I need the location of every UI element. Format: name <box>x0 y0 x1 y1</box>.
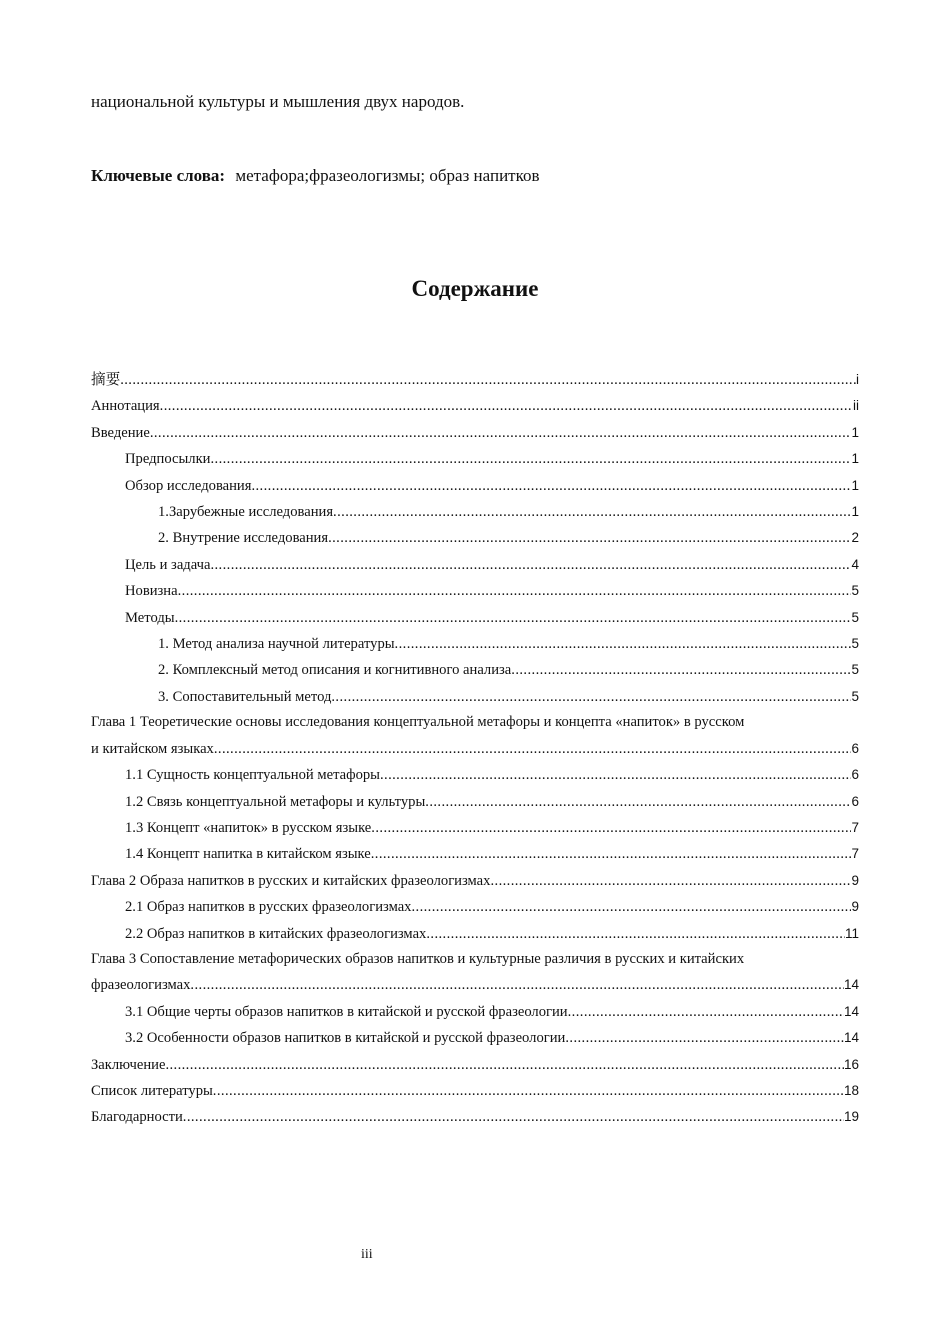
toc-entry[interactable] <box>91 1104 859 1130</box>
toc-chapter-heading-line <box>91 710 859 735</box>
toc-leader-dots <box>490 869 851 894</box>
toc-entry[interactable] <box>91 841 859 867</box>
toc-entry-label: 2. Комплексный метод описания и когнитивного анализа <box>158 662 512 679</box>
toc-entry[interactable] <box>91 921 859 947</box>
toc-entry-label: Цель и задача <box>125 556 211 573</box>
toc-entry-label: фразеологизмах <box>91 977 191 994</box>
toc-entry-page: 6 <box>851 793 859 809</box>
toc-entry[interactable] <box>91 605 859 631</box>
toc-entry[interactable] <box>91 1025 859 1051</box>
toc-entry-page: 6 <box>851 767 859 783</box>
toc-entry-label: Новизна <box>125 583 178 600</box>
intro-text: национальной культуры и мышления двух народов. <box>91 92 465 111</box>
toc-entry-page: 14 <box>843 1003 859 1019</box>
toc-entry-label: Введение <box>91 424 150 441</box>
toc-entry-page: ii <box>853 398 859 414</box>
toc-entry[interactable] <box>91 446 859 472</box>
toc-entry-label: 3.2 Особенности образов напитков в китайской и русской фразеологии <box>125 1030 566 1047</box>
toc-entry-page: 7 <box>851 846 859 862</box>
toc-entry[interactable] <box>91 578 859 604</box>
toc-entry-label: Глава 1 Теоретические основы исследования концептуальной метафоры и концепта «напиток» в русском <box>91 714 745 731</box>
toc-entry-label: Предпосылки <box>125 451 211 468</box>
toc-entry-label: Обзор исследования <box>125 477 252 494</box>
toc-entry[interactable] <box>91 868 859 894</box>
toc-leader-dots <box>213 1079 844 1104</box>
toc-entry-page: 1 <box>851 424 859 440</box>
toc-entry-page: 4 <box>851 556 859 572</box>
toc-entry[interactable] <box>91 420 859 446</box>
toc-entry-page: 6 <box>851 740 859 756</box>
table-of-contents <box>91 367 859 1131</box>
toc-entry-page: 1 <box>851 477 859 493</box>
toc-leader-dots <box>331 685 851 710</box>
keywords-value: метафора;фразеологизмы; образ напитков <box>235 166 540 185</box>
toc-entry-label: 1.Зарубежные исследования <box>158 504 334 521</box>
toc-entry-label: 2.2 Образ напитков в китайских фразеологизмах <box>125 925 427 942</box>
toc-leader-dots <box>165 1053 844 1078</box>
toc-leader-dots <box>425 790 851 815</box>
toc-entry[interactable] <box>91 736 859 762</box>
toc-entry[interactable] <box>91 657 859 683</box>
toc-entry-page: 5 <box>851 662 859 678</box>
toc-leader-dots <box>511 658 851 683</box>
toc-entry-label: и китайском языках <box>91 740 214 757</box>
toc-entry[interactable] <box>91 631 859 657</box>
toc-leader-dots <box>568 1000 844 1025</box>
toc-entry-page: 9 <box>851 872 859 888</box>
toc-entry-label: 2. Внутрение исследования <box>158 530 329 547</box>
toc-entry-page: 1 <box>851 504 859 520</box>
toc-leader-dots <box>190 973 844 998</box>
toc-entry-page: 14 <box>843 977 859 993</box>
toc-leader-dots <box>333 500 851 525</box>
toc-entry-label: Аннотация <box>91 398 160 415</box>
toc-leader-dots <box>371 816 851 841</box>
toc-entry[interactable] <box>91 473 859 499</box>
toc-leader-dots <box>371 842 852 867</box>
toc-entry[interactable] <box>91 762 859 788</box>
toc-entry[interactable] <box>91 815 859 841</box>
toc-entry[interactable] <box>91 972 859 998</box>
toc-entry[interactable] <box>91 393 859 419</box>
toc-leader-dots <box>120 368 856 393</box>
toc-entry-page: 14 <box>843 1030 859 1046</box>
toc-leader-dots <box>426 922 845 947</box>
toc-entry[interactable] <box>91 1052 859 1078</box>
toc-entry-label: 3. Сопоставительный метод <box>158 688 332 705</box>
toc-entry-label: 1.3 Концепт «напиток» в русском языке <box>125 819 372 836</box>
toc-entry[interactable] <box>91 1078 859 1104</box>
toc-leader-dots <box>160 394 853 419</box>
toc-entry[interactable] <box>91 684 859 710</box>
toc-leader-dots <box>210 553 851 578</box>
toc-leader-dots <box>214 737 852 762</box>
toc-entry[interactable] <box>91 789 859 815</box>
toc-entry-label: Глава 3 Сопоставление метафорических образов напитков и культурные различия в русских и китайских <box>91 950 745 967</box>
toc-chapter-heading-line <box>91 947 859 972</box>
toc-leader-dots <box>183 1105 844 1130</box>
toc-leader-dots <box>251 474 851 499</box>
toc-leader-dots <box>150 421 852 446</box>
toc-entry-page: 5 <box>851 609 859 625</box>
toc-entry[interactable] <box>91 894 859 920</box>
toc-entry-page: 1 <box>851 451 859 467</box>
toc-leader-dots <box>328 526 851 551</box>
toc-entry-page: 5 <box>851 636 859 652</box>
toc-entry-page: i <box>856 372 859 387</box>
toc-leader-dots <box>565 1026 844 1051</box>
toc-entry-page: 9 <box>851 899 859 915</box>
keywords-label: Ключевые слова: <box>91 166 226 185</box>
toc-leader-dots <box>411 895 851 920</box>
toc-entry-label: 1.4 Концепт напитка в китайском языке <box>125 846 371 863</box>
toc-entry-page: 5 <box>851 583 859 599</box>
toc-entry-page: 16 <box>843 1056 859 1072</box>
keywords-line <box>91 166 540 186</box>
toc-leader-dots <box>178 579 852 604</box>
toc-entry-label: 1. Метод анализа научной литературы <box>158 636 395 653</box>
toc-entry[interactable] <box>91 499 859 525</box>
toc-entry-label: Список литературы <box>91 1082 213 1099</box>
toc-entry-label: 2.1 Образ напитков в русских фразеологизмах <box>125 899 412 916</box>
toc-leader-dots <box>380 763 852 788</box>
toc-entry[interactable] <box>91 525 859 551</box>
page-number: iii <box>361 1247 373 1262</box>
toc-entry-page: 19 <box>843 1109 859 1125</box>
toc-entry[interactable] <box>91 367 859 393</box>
toc-entry-label: 3.1 Общие черты образов напитков в китайской и русской фразеологии <box>125 1003 568 1020</box>
toc-entry[interactable] <box>91 999 859 1025</box>
toc-entry-label: 摘要 <box>91 372 121 388</box>
toc-entry-label: 1.1 Сущность концептуальной метафоры <box>125 767 380 784</box>
toc-entry-label: Заключение <box>91 1056 166 1073</box>
toc-entry-page: 18 <box>843 1082 859 1098</box>
toc-title: Содержание <box>411 276 539 301</box>
toc-leader-dots <box>395 632 852 657</box>
toc-entry-label: Благодарности <box>91 1109 183 1126</box>
toc-entry-page: 11 <box>844 925 859 941</box>
toc-entry-page: 7 <box>851 819 859 835</box>
toc-entry-label: 1.2 Связь концептуальной метафоры и культуры <box>125 793 426 810</box>
toc-leader-dots <box>210 447 851 472</box>
toc-entry-label: Глава 2 Образа напитков в русских и китайских фразеологизмах <box>91 872 491 889</box>
toc-entry-label: Методы <box>125 609 175 626</box>
toc-entry[interactable] <box>91 552 859 578</box>
toc-entry-page: 5 <box>851 688 859 704</box>
toc-leader-dots <box>175 606 852 631</box>
toc-entry-page: 2 <box>851 530 859 546</box>
